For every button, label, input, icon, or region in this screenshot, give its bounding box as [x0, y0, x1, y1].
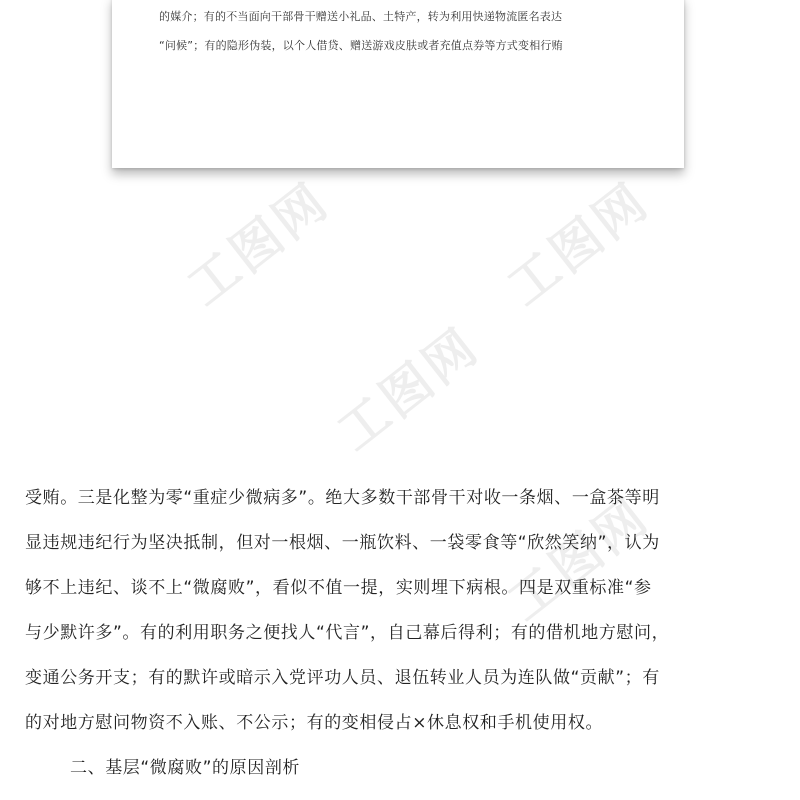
body-text-line: 变通公务开支；有的默许或暗示入党评功人员、退伍转业人员为连队做“贡献”；有	[25, 668, 660, 688]
section-heading: 二、基层“微腐败”的原因剖析	[70, 758, 301, 778]
document-preview-card	[112, 0, 684, 168]
watermark-logo: 工图网	[496, 486, 661, 632]
body-text-line: 与少默许多”。有的利用职务之便找人“代言”，自己幕后得利；有的借机地方慰问，	[25, 623, 670, 643]
body-text-line: 显违规违纪行为坚决抵制，但对一根烟、一瓶饮料、一袋零食等“欣然笑纳”，认为	[25, 533, 660, 553]
body-text-line: 受贿。三是化整为零“重症少微病多”。绝大多数干部骨干对收一条烟、一盒茶等明	[25, 488, 660, 508]
watermark-logo: 工图网	[496, 171, 661, 317]
preview-text-line: “问候”；有的隐形伪装，以个人借贷、赠送游戏皮肤或者充值点券等方式变相行贿	[159, 39, 563, 52]
watermark-logo: 工图网	[326, 316, 491, 462]
body-text-line: 够不上违纪、谈不上“微腐败”，看似不值一提，实则埋下病根。四是双重标准“参	[25, 578, 652, 598]
preview-text-line: 的媒介；有的不当面向干部骨干赠送小礼品、土特产，转为利用快递物流匿名表达	[159, 10, 563, 23]
watermark-logo: 工图网	[176, 171, 341, 317]
body-text-line: 的对地方慰问物资不入账、不公示；有的变相侵占×休息权和手机使用权。	[25, 713, 604, 733]
